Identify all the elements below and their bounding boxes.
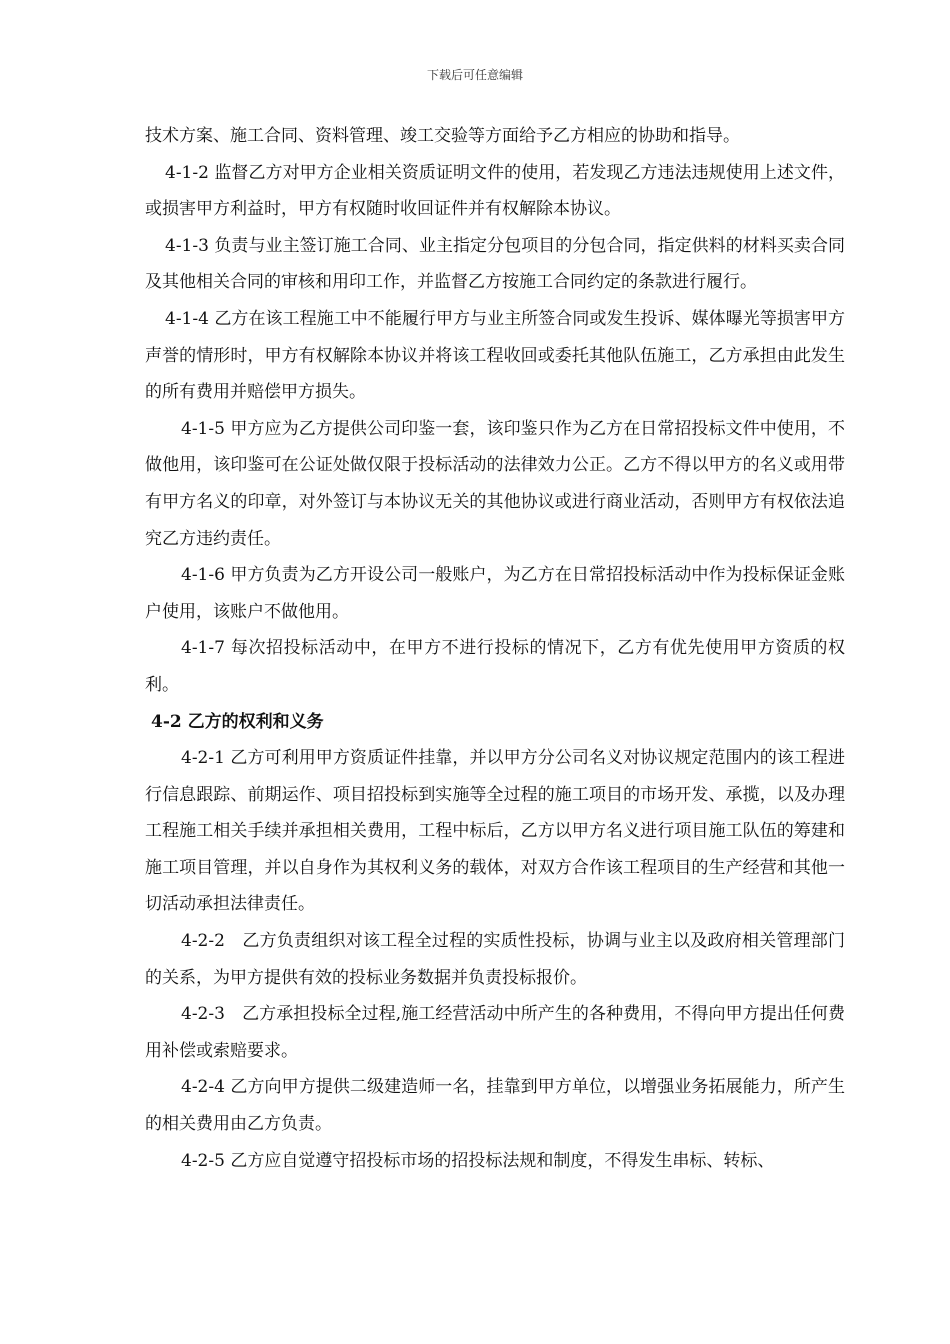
section-heading-4-2: 4-2 乙方的权利和义务 xyxy=(151,711,324,732)
clause-4-1-2: 4-1-2 监督乙方对甲方企业相关资质证明文件的使用，若发现乙方违法违规使用上述文件，或损害甲方利益时，甲方有权随时收回证件并有权解除本协议。 xyxy=(145,162,845,220)
header-note: 下载后可任意编辑 xyxy=(426,68,523,82)
paragraph-continuation: 技术方案、施工合同、资料管理、竣工交验等方面给予乙方相应的协助和指导。 xyxy=(145,126,740,146)
clause-4-1-5: 4-1-5 甲方应为乙方提供公司印鉴一套，该印鉴只作为乙方在日常招投标文件中使用，不做他用，该印鉴可在公证处做仅限于投标活动的法律效力公正。乙方不得以甲方的名义或用带有甲方名义的印章，对外签订与本协议无关的其他协议或进行商业活动，否则甲方有权依法追究乙方违约责任。 xyxy=(145,418,845,549)
clause-4-2-1: 4-2-1 乙方可利用甲方资质证件挂靠，并以甲方分公司名义对协议规定范围内的该工程进行信息跟踪、前期运作、项目招投标到实施等全过程的施工项目的市场开发、承揽，以及办理工程施工相关手续并承担相关费用，工程中标后，乙方以甲方名义进行项目施工队伍的筹建和施工项目管理，并以自身作为其权利义务的载体，对双方合作该工程项目的生产经营和其他一切活动承担法律责任。 xyxy=(145,748,845,915)
clause-4-2-3: 4-2-3 乙方承担投标全过程,施工经营活动中所产生的各种费用，不得向甲方提出任何费用补偿或索赔要求。 xyxy=(145,1004,845,1061)
clause-4-1-7: 4-1-7 每次招投标活动中，在甲方不进行投标的情况下，乙方有优先使用甲方资质的权利。 xyxy=(145,638,845,695)
clause-4-1-6: 4-1-6 甲方负责为乙方开设公司一般账户，为乙方在日常招投标活动中作为投标保证金账户使用，该账户不做他用。 xyxy=(145,565,845,622)
clause-4-2-2: 4-2-2 乙方负责组织对该工程全过程的实质性投标，协调与业主以及政府相关管理部门的关系，为甲方提供有效的投标业务数据并负责投标报价。 xyxy=(145,931,845,988)
clause-4-2-4: 4-2-4 乙方向甲方提供二级建造师一名，挂靠到甲方单位，以增强业务拓展能力，所产生的相关费用由乙方负责。 xyxy=(145,1077,845,1135)
clause-4-1-3: 4-1-3 负责与业主签订施工合同、业主指定分包项目的分包合同，指定供料的材料买卖合同及其他相关合同的审核和用印工作，并监督乙方按施工合同约定的条款进行履行。 xyxy=(145,235,845,293)
clause-4-2-5: 4-2-5 乙方应自觉遵守招投标市场的招投标法规和制度，不得发生串标、转标、 xyxy=(181,1150,775,1171)
document-body xyxy=(145,118,845,1179)
clause-4-1-4: 4-1-4 乙方在该工程施工中不能履行甲方与业主所签合同或发生投诉、媒体曝光等损害甲方声誉的情形时，甲方有权解除本协议并将该工程收回或委托其他队伍施工，乙方承担由此发生的所有费用并赔偿甲方损失。 xyxy=(145,308,845,403)
